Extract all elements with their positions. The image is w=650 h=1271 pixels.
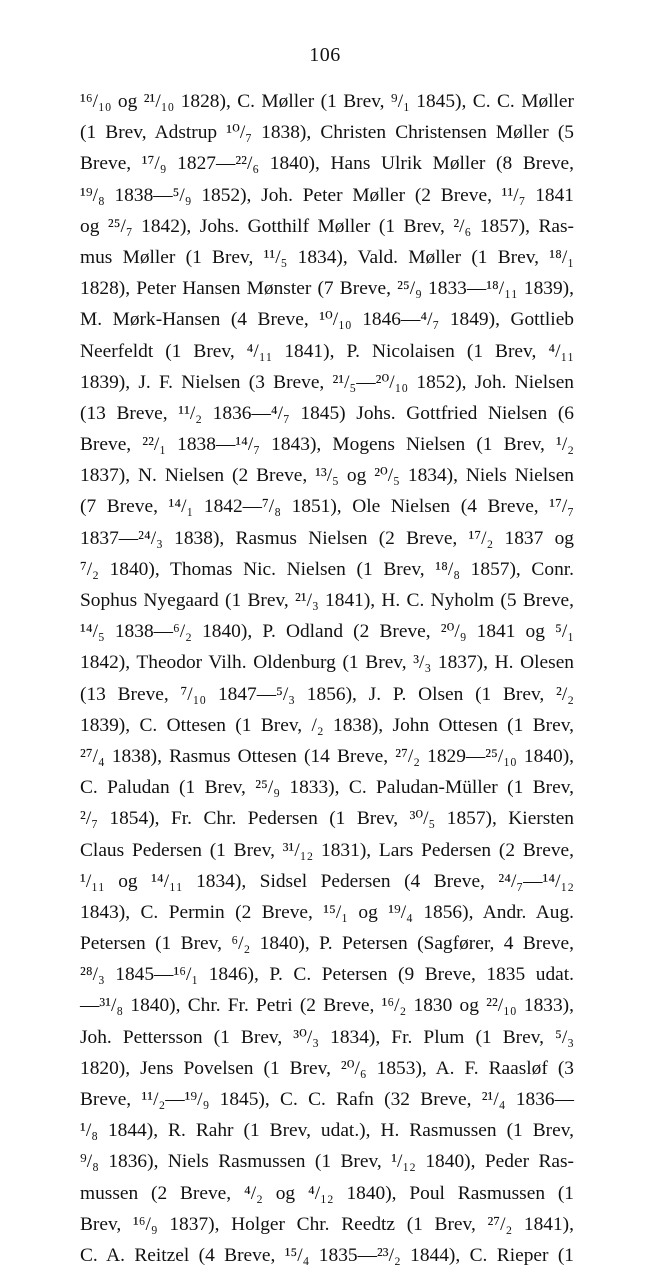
text-line: ¹⁹/₈ 1838—⁵/₉ 1852), Joh. Peter Møller (2 Breve, ¹¹/₇ 1841 xyxy=(80,184,574,206)
text-line: Petersen (1 Brev, ⁶/₂ 1840), P. Petersen (Sagfører, 4 Breve, xyxy=(80,933,574,955)
text-line: Joh. Pettersson (1 Brev, ³⁰/₃ 1834), Fr. Plum (1 Brev, ⁵/₃ xyxy=(80,1026,574,1048)
text-line: 1828), Peter Hansen Mønster (7 Breve, ²⁵/₉ 1833—¹⁸/₁₁ 1839), xyxy=(80,278,574,300)
text-line: ¹⁴/₅ 1838—⁶/₂ 1840), P. Odland (2 Breve, ²⁰/₉ 1841 og ⁵/₁ xyxy=(80,621,574,643)
text-line: mus Møller (1 Brev, ¹¹/₅ 1834), Vald. Møller (1 Brev, ¹⁸/₁ xyxy=(80,246,574,268)
text-line: 1839), J. F. Nielsen (3 Breve, ²¹/₅—²⁰/₁₀ 1852), Joh. Nielsen xyxy=(80,371,574,393)
text-line: Breve, ²²/₁ 1838—¹⁴/₇ 1843), Mogens Nielsen (1 Brev, ¹/₂ xyxy=(80,434,574,456)
text-line: ¹/₈ 1844), R. Rahr (1 Brev, udat.), H. Rasmussen (1 Brev, xyxy=(80,1120,574,1142)
text-line: 1837), N. Nielsen (2 Breve, ¹³/₅ og ²⁰/₅ 1834), Niels Nielsen xyxy=(80,465,574,487)
text-line: Neerfeldt (1 Brev, ⁴/₁₁ 1841), P. Nicolaisen (1 Brev, ⁴/₁₁ xyxy=(80,340,574,362)
text-line: C. Paludan (1 Brev, ²⁵/₉ 1833), C. Paludan-Müller (1 Brev, xyxy=(80,777,574,799)
text-line: (7 Breve, ¹⁴/₁ 1842—⁷/₈ 1851), Ole Nielsen (4 Breve, ¹⁷/₇ xyxy=(80,496,574,518)
text-line: M. Mørk-Hansen (4 Breve, ¹⁰/₁₀ 1846—⁴/₇ 1849), Gottlieb xyxy=(80,309,574,331)
text-line: (13 Breve, ⁷/₁₀ 1847—⁵/₃ 1856), J. P. Olsen (1 Brev, ²/₂ xyxy=(80,683,574,705)
page-number: 106 xyxy=(309,44,341,66)
text-line: mussen (2 Breve, ⁴/₂ og ⁴/₁₂ 1840), Poul Rasmussen (1 xyxy=(80,1182,574,1204)
text-line: —³¹/₈ 1840), Chr. Fr. Petri (2 Breve, ¹⁶/₂ 1830 og ²²/₁₀ 1833), xyxy=(80,995,574,1017)
text-line: Sophus Nyegaard (1 Brev, ²¹/₃ 1841), H. C. Nyholm (5 Breve, xyxy=(80,590,574,611)
text-line: Brev, ¹⁶/₉ 1837), Holger Chr. Reedtz (1 Brev, ²⁷/₂ 1841), xyxy=(80,1213,574,1235)
text-line: Breve, ¹¹/₂—¹⁹/₉ 1845), C. C. Rafn (32 Breve, ²¹/₄ 1836— xyxy=(80,1089,574,1110)
text-line: ⁹/₈ 1836), Niels Rasmussen (1 Brev, ¹/₁₂ 1840), Peder Ras- xyxy=(80,1151,574,1173)
text-line: ¹⁶/₁₀ og ²¹/₁₀ 1828), C. Møller (1 Brev, ⁹/₁ 1845), C. C. Møller xyxy=(80,91,574,112)
text-line: ¹/₁₁ og ¹⁴/₁₁ 1834), Sidsel Pedersen (4 Breve, ²⁴/₇—¹⁴/₁₂ xyxy=(80,870,574,892)
text-line: 1837—²⁴/₃ 1838), Rasmus Nielsen (2 Breve, ¹⁷/₂ 1837 og xyxy=(80,527,574,549)
text-line: ²⁸/₃ 1845—¹⁶/₁ 1846), P. C. Petersen (9 Breve, 1835 udat. xyxy=(80,964,574,986)
text-line: (1 Brev, Adstrup ¹⁰/₇ 1838), Christen Christensen Møller (5 xyxy=(80,122,574,144)
text-line: ²⁷/₄ 1838), Rasmus Ottesen (14 Breve, ²⁷/₂ 1829—²⁵/₁₀ 1840), xyxy=(80,745,574,767)
text-line: C. A. Reitzel (4 Breve, ¹⁵/₄ 1835—²³/₂ 1844), C. Rieper (1 xyxy=(80,1244,574,1266)
index-text xyxy=(80,86,574,1271)
text-line: ²/₇ 1854), Fr. Chr. Pedersen (1 Brev, ³⁰/₅ 1857), Kiersten xyxy=(80,808,574,830)
text-line: Breve, ¹⁷/₉ 1827—²²/₆ 1840), Hans Ulrik Møller (8 Breve, xyxy=(80,153,574,175)
text-line: 1839), C. Ottesen (1 Brev, /₂ 1838), John Ottesen (1 Brev, xyxy=(80,714,574,736)
text-line: og ²⁵/₇ 1842), Johs. Gotthilf Møller (1 Brev, ²/₆ 1857), Ras- xyxy=(80,215,574,237)
text-line: 1842), Theodor Vilh. Oldenburg (1 Brev, ³/₃ 1837), H. Olesen xyxy=(80,652,574,674)
text-line: (13 Breve, ¹¹/₂ 1836—⁴/₇ 1845) Johs. Gottfried Nielsen (6 xyxy=(80,402,574,424)
text-line: 1820), Jens Povelsen (1 Brev, ²⁰/₆ 1853), A. F. Raasløf (3 xyxy=(80,1057,574,1079)
text-line: 1843), C. Permin (2 Breve, ¹⁵/₁ og ¹⁹/₄ 1856), Andr. Aug. xyxy=(80,901,574,923)
text-line: ⁷/₂ 1840), Thomas Nic. Nielsen (1 Brev, ¹⁸/₈ 1857), Conr. xyxy=(80,558,574,580)
text-line: Claus Pedersen (1 Brev, ³¹/₁₂ 1831), Lars Pedersen (2 Breve, xyxy=(80,839,574,861)
